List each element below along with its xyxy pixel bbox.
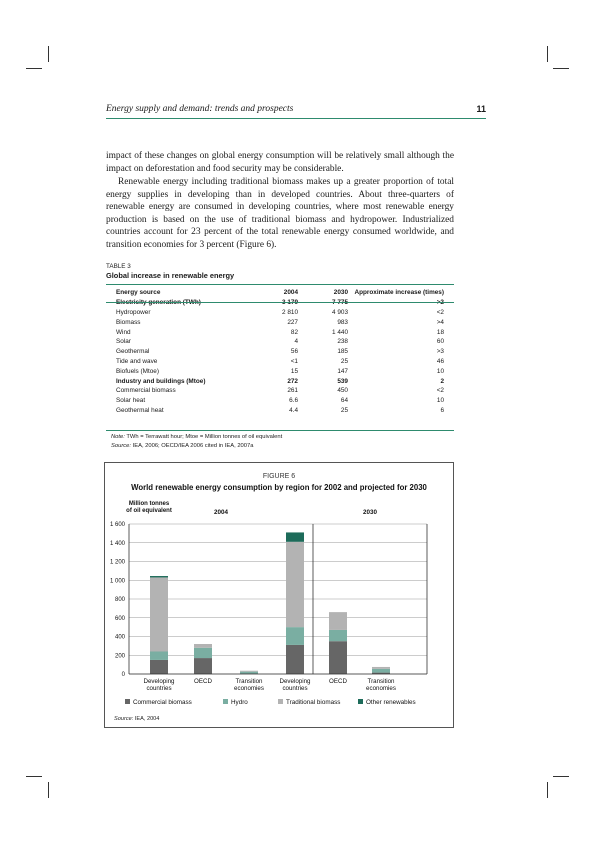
y-tick-label: 400 [114,634,125,641]
x-tick-label: Transition [367,678,395,685]
page-number: 11 [476,104,486,114]
x-tick-label: economies [366,685,396,692]
y-tick-label: 600 [114,615,125,622]
table-cell: 4 903 [332,308,348,316]
table-cell: 227 [287,318,298,326]
table-cell: >3 [436,348,444,356]
figure-source [114,716,159,722]
y-tick-label: 1 600 [109,522,125,528]
crop-mark [547,46,548,62]
table-row [106,406,454,416]
table-row [106,396,454,406]
bar-segment [150,577,168,651]
note-text: TWh = Terrawatt hour; Mtoe = Million tonnes of oil equivalent [124,434,283,440]
y-axis-label: Million tonnes [128,501,170,507]
bar-segment [286,627,304,645]
table-row [106,357,454,367]
crop-mark [547,782,548,798]
table-rule [106,430,454,431]
renewable-energy-table [106,288,454,415]
table-cell: Solar heat [116,397,146,405]
legend-label: Hydro [231,699,248,706]
figure-label: FIGURE 6 [262,473,296,480]
legend-swatch [223,699,228,704]
crop-mark [553,776,569,777]
bar-segment [150,652,168,660]
y-tick-label: 1 000 [109,578,125,585]
y-tick-label: 1 200 [109,559,125,566]
table-cell: 4 [294,338,298,346]
table-cell: 2 [440,377,444,385]
x-tick-label: countries [282,685,308,692]
figure-source-text: IEA, 2004 [133,716,160,722]
table-row [106,317,454,327]
table-cell: 1 440 [332,328,348,336]
legend-label: Other renewables [366,699,416,706]
table-row [106,376,454,386]
table-cell: Biofuels (Mtoe) [116,367,159,375]
table-cell: 64 [340,397,348,405]
table-cell: 46 [436,357,444,365]
table-cell: 2 810 [282,308,298,316]
bar-segment [194,648,212,658]
bar-segment [194,658,212,674]
table-row [106,308,454,318]
table-cell: 25 [340,406,348,414]
table-cell: 10 [436,397,444,405]
x-tick-label: countries [146,685,172,692]
table-cell: 82 [290,328,298,336]
table-cell: <2 [436,308,444,316]
figure-source-label: Source: [114,716,134,722]
table-rule [106,302,454,303]
x-tick-label: OECD [194,678,212,685]
x-tick-label: OECD [329,678,347,685]
table-cell: Hydropower [116,308,151,316]
table-row [106,327,454,337]
table-body [106,298,454,416]
table-cell: 983 [337,318,348,326]
table-cell: 272 [287,377,298,385]
x-tick-label: Developing [143,678,175,685]
table-row [106,347,454,357]
crop-mark [553,68,569,69]
crop-mark [26,68,42,69]
table-label: TABLE 3 [106,263,131,270]
column-header: 2030 [333,289,348,297]
table-cell: Wind [116,328,131,336]
x-tick-label: economies [234,685,264,692]
table-cell: <2 [436,387,444,395]
body-paragraph: Renewable energy including traditional biomass makes up a greater proportion of total energy supplies in developing than in developed countries. About three-quarters of renewable energy are consumed in developing countries, where most renewable energy production is based on the use of traditional biomass and hydropower. Industrialized countries account for 23 percent of the total renewable energy consumed worldwide, and transition economies for 3 percent (Figure 6). [106,177,454,250]
table-cell: 185 [337,348,348,356]
column-header: Approximate increase (times) [354,289,444,297]
source-text: IEA, 2006; OECD/IEA 2006 cited in IEA, 2007a [130,443,254,449]
table-cell: Biomass [116,318,141,326]
bar-segment [372,669,390,673]
note-label: Note: [111,434,125,440]
crop-mark [48,782,49,798]
table-row [106,337,454,347]
header-rule [106,118,486,119]
table-cell: 10 [436,367,444,375]
bar-segment [150,660,168,674]
table-cell: 539 [337,377,348,385]
bar-segment [194,644,212,648]
table-cell: >4 [436,318,444,326]
legend-label: Traditional biomass [286,699,341,706]
bar-segment [286,542,304,627]
y-axis-label: of oil equivalent [126,508,172,514]
y-tick-label: 0 [121,672,125,678]
table-cell: 56 [290,348,298,356]
table-cell: Commercial biomass [116,387,176,395]
column-header: Energy source [116,289,161,297]
group-label: 2004 [213,509,229,516]
table-cell: Tide and wave [116,357,158,365]
bar-segment [286,645,304,674]
table-cell: <1 [290,357,298,365]
table-title: Global increase in renewable energy [106,271,235,280]
y-tick-label: 200 [114,653,125,660]
x-tick-label: Developing [279,678,311,685]
table-cell: 60 [436,338,444,346]
y-tick-label: 1 400 [109,540,125,547]
crop-mark [26,776,42,777]
bar-segment [286,532,304,541]
table-cell: 18 [436,328,444,336]
group-label: 2030 [362,509,378,516]
table-rule [106,284,454,285]
table-cell: Solar [116,338,131,346]
table-header-row [106,288,454,298]
chart-title: World renewable energy consumption by region for 2002 and projected for 2030 [131,483,427,492]
header-title: Energy supply and demand: trends and prospects [106,104,294,114]
table-row [106,386,454,396]
y-tick-label: 800 [114,597,125,603]
body-paragraph: impact of these changes on global energy consumption will be relatively small although the impact on deforestation and food security may be considerable. [106,151,454,174]
bar-segment [329,641,347,674]
bar-segment [150,576,168,577]
table-cell: 261 [287,387,298,395]
table-cell: Geothermal heat [116,406,164,414]
bar-segment [329,612,347,630]
table-cell: Industry and buildings (Mtoe) [116,377,206,385]
legend-label: Commercial biomass [133,699,192,706]
table-cell: 6.6 [289,397,298,405]
table-cell: 15 [290,367,298,375]
table-cell: 147 [337,367,348,375]
chart-svg [105,463,453,727]
table-cell: 25 [340,357,348,365]
table-source [111,443,253,449]
source-label: Source: [111,443,131,449]
column-header: 2004 [283,289,298,297]
table-cell: 4.4 [289,406,298,414]
table-cell: 450 [337,387,348,395]
legend-swatch [278,699,283,704]
table-cell: 6 [440,406,444,414]
bar-segment [372,667,390,669]
bar-segment [240,671,258,672]
table-cell: Geothermal [116,348,150,356]
table-cell: 238 [337,338,348,346]
figure-6 [104,462,454,728]
table-note [111,434,282,440]
table-row [106,366,454,376]
crop-mark [48,46,49,62]
x-tick-label: Transition [235,678,263,685]
bar-segment [329,630,347,641]
bar-segment [240,672,258,674]
legend-swatch [358,699,363,704]
legend-swatch [125,699,130,704]
